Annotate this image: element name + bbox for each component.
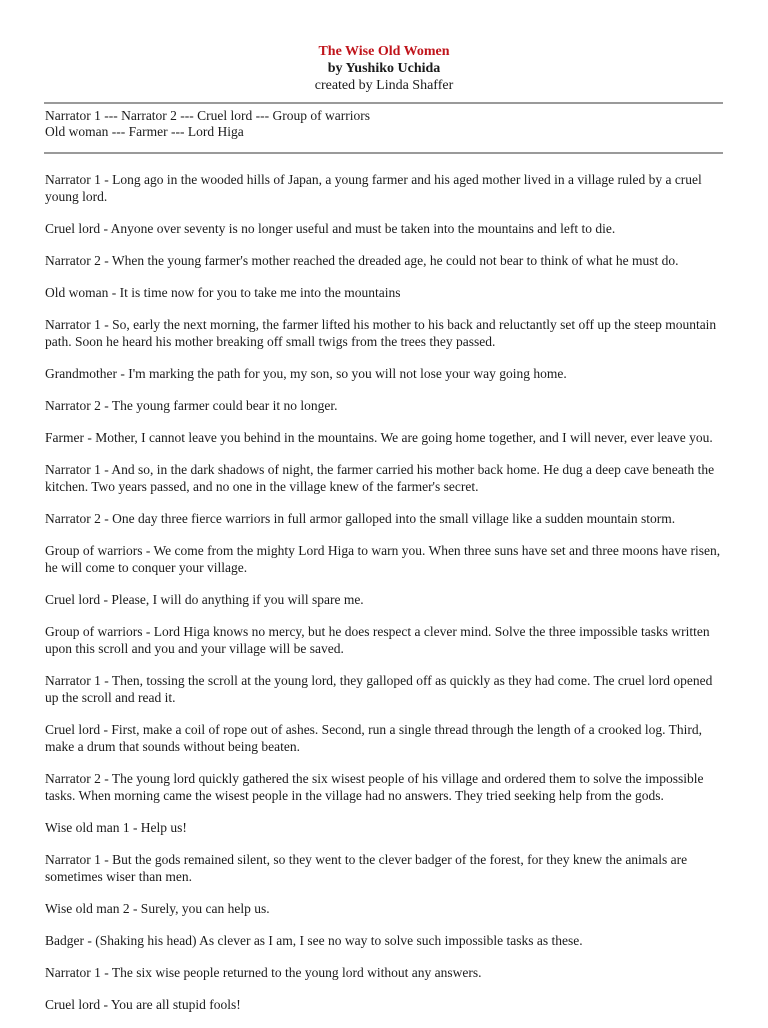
script-line: Grandmother - I'm marking the path for you, my son, so you will not lose your way going home.: [45, 366, 567, 381]
script-line: Narrator 1 - So, early the next morning, the farmer lifted his mother to his back and reluctantly set off up the steep mountain path. Soon he heard his mother breaking off small twigs from the trees they passed.: [45, 317, 717, 349]
script-line: Badger - (Shaking his head) As clever as I am, I see no way to solve such impossible tasks as these.: [45, 933, 583, 948]
script-line: Narrator 2 - The young lord quickly gathered the six wisest people of his village and ordered them to solve the impossible tasks. When morning came the wisest people in the village had no answers. They tried seeking help from the gods.: [45, 771, 704, 803]
script-line: Narrator 1 - And so, in the dark shadows of night, the farmer carried his mother back home. He dug a deep cave beneath the kitchen. Two years passed, and no one in the village knew of the farmer's secret.: [45, 462, 715, 494]
script-line: Narrator 1 - The six wise people returned to the young lord without any answers.: [45, 965, 482, 980]
cast-line: Narrator 1 --- Narrator 2 --- Cruel lord --- Group of warriors: [45, 108, 370, 123]
script-line: Group of warriors - Lord Higa knows no mercy, but he does respect a clever mind. Solve the three impossible tasks written upon this scroll and you and your village will be saved.: [45, 624, 710, 656]
script-line: Old woman - It is time now for you to take me into the mountains: [45, 285, 401, 300]
script-line: Cruel lord - You are all stupid fools!: [45, 997, 241, 1012]
script-line: Narrator 1 - Long ago in the wooded hills of Japan, a young farmer and his aged mother lived in a village ruled by a cruel young lord.: [45, 172, 702, 204]
script-line: Narrator 1 - Then, tossing the scroll at the young lord, they galloped off as quickly as they had come. The cruel lord opened up the scroll and read it.: [45, 673, 713, 705]
script-line: Cruel lord - Please, I will do anything if you will spare me.: [45, 592, 364, 607]
script-body: [45, 171, 725, 1028]
document-creator: created by Linda Shaffer: [314, 78, 454, 93]
script-line: Group of warriors - We come from the mighty Lord Higa to warn you. When three suns have set and three moons have risen, he will come to conquer your village.: [45, 543, 721, 575]
cast-line: Old woman --- Farmer --- Lord Higa: [45, 124, 244, 139]
script-line: Farmer - Mother, I cannot leave you behind in the mountains. We are going home together, and I will never, ever leave you.: [45, 430, 713, 445]
script-line: Wise old man 1 - Help us!: [45, 820, 187, 835]
document-author: by Yushiko Uchida: [327, 61, 441, 76]
document-header: [0, 43, 768, 94]
script-line: Wise old man 2 - Surely, you can help us.: [45, 901, 270, 916]
script-line: Narrator 2 - The young farmer could bear it no longer.: [45, 398, 338, 413]
divider-top: [44, 102, 723, 104]
script-line: Narrator 2 - One day three fierce warriors in full armor galloped into the small village like a sudden mountain storm.: [45, 511, 676, 526]
divider-bottom: [44, 152, 723, 154]
cast-list: [45, 108, 725, 140]
script-line: Narrator 1 - But the gods remained silent, so they went to the clever badger of the forest, for they knew the animals are sometimes wiser than men.: [45, 852, 688, 884]
script-line: Narrator 2 - When the young farmer's mother reached the dreaded age, he could not bear to think of what he must do.: [45, 253, 679, 268]
document-title: The Wise Old Women: [318, 44, 450, 59]
script-line: Cruel lord - First, make a coil of rope out of ashes. Second, run a single thread through the length of a crooked log. Third, make a drum that sounds without being beaten.: [45, 722, 702, 754]
script-line: Cruel lord - Anyone over seventy is no longer useful and must be taken into the mountains and left to die.: [45, 221, 616, 236]
